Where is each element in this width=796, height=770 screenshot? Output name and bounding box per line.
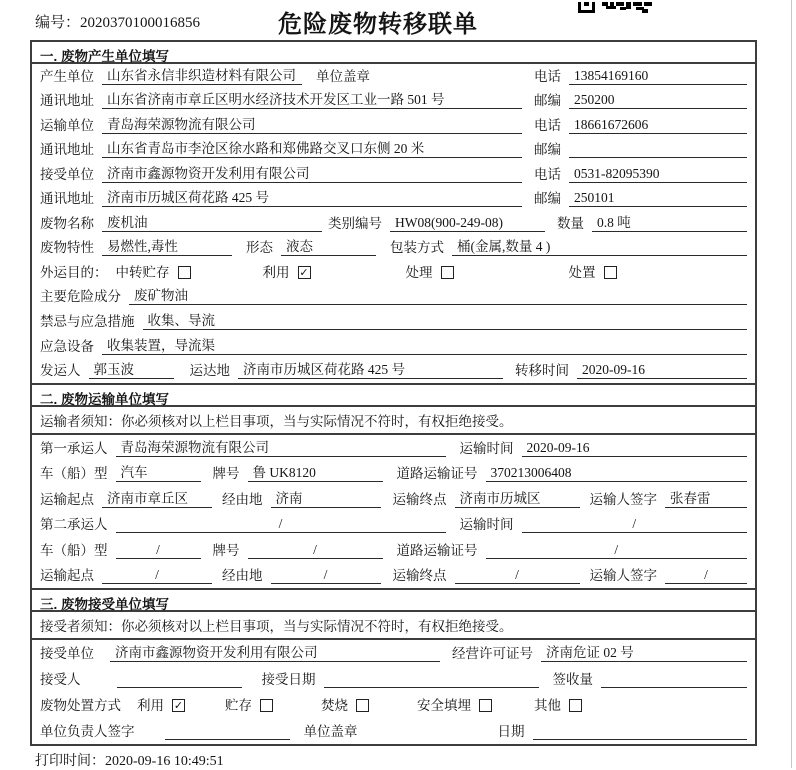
producer-unit-label: 产生单位 [40,68,94,84]
waste-quantity-label: 数量 [557,215,584,231]
receiver-phone-label: 电话 [534,166,561,182]
origin2-value: / [102,567,212,584]
form-row [32,666,755,692]
carrier2-value: / [116,516,446,533]
form-row [32,359,755,384]
packaging-value: 桶(金属,数量 4 ) [452,235,747,256]
waste-characteristics-label: 废物特性 [40,240,94,256]
form-row [32,260,755,285]
carrier1-value: 青岛海荣源物流有限公司 [116,436,446,457]
main-hazard-value: 废矿物油 [129,284,747,305]
producer-postal-label: 邮编 [534,93,561,109]
destination-label: 运达地 [189,363,230,379]
receiver-postal-value: 250101 [569,190,747,207]
transporter-unit-label: 运输单位 [40,117,94,133]
received-qty-value [601,671,747,688]
carrier-sign2-label: 运输人签字 [589,568,657,584]
manager-sign-label: 单位负责人签字 [40,724,135,740]
waste-name-label: 废物名称 [40,215,94,231]
checkbox-utilize: ✓ [299,265,309,279]
waste-form-label: 形态 [246,240,273,256]
road-permit2-value: / [486,542,748,559]
checkbox-disposal-other [569,699,582,712]
form-row [32,334,755,359]
form-row [32,435,755,461]
checkbox-disposal-incinerate [356,699,369,712]
document-number-label: 编号： [35,15,81,31]
receiver-phone-value: 0531-82095390 [569,166,747,183]
receive-sign-date-label: 日期 [497,724,525,740]
consignor-value: 郭玉波 [89,358,174,379]
producer-postal-value: 250200 [569,92,747,109]
transporter-phone-value: 18661672606 [569,117,747,134]
endpoint2-label: 运输终点 [392,568,447,584]
qr-code-fragment [578,0,652,11]
disposal-method-label: 废物处置方式 [40,698,121,714]
checkbox-dispose [604,266,617,279]
document-number-value: 2020370100016856 [80,15,201,31]
carrier-sign1-label: 运输人签字 [589,491,657,507]
via1-label: 经由地 [222,491,263,507]
carrier2-label: 第二承运人 [40,517,108,533]
vehicle-type1-label: 车（船）型 [40,466,108,482]
form-row [32,64,755,89]
section-3-notice [32,612,755,640]
vehicle-type2-value: / [116,542,201,559]
transporter-phone-label: 电话 [534,117,561,133]
form-row [32,309,755,334]
carrier-sign1-value: 张春雷 [665,487,747,508]
page-edge-line [791,0,792,768]
checkbox-disposal-store [260,699,273,712]
origin1-label: 运输起点 [40,491,94,507]
receive-unit-label: 接受单位 [40,646,94,662]
manifest-form [30,40,757,746]
waste-name-value: 废机油 [102,211,322,232]
page-title: 危险废物转移联单 [278,11,478,38]
form-row [32,692,755,718]
via2-label: 经由地 [222,568,263,584]
checkbox-disposal-landfill [479,699,492,712]
disposal-other-label: 其他 [534,698,561,714]
section-2-heading: 二. 废物运输单位填写 [32,385,755,407]
form-row [32,285,755,310]
disposal-landfill-label: 安全填埋 [417,698,471,714]
producer-phone-value: 13854169160 [569,68,747,85]
purpose-transfer-storage-label: 中转贮存 [115,264,170,280]
purpose-utilize-label: 利用 [262,264,290,280]
transfer-purpose-label: 外运目的： [40,264,108,280]
carrier-sign2-value: / [665,567,747,584]
form-row [32,89,755,114]
receive-sign-date-value [533,723,748,740]
receiver-person-value [117,671,242,688]
vehicle-type2-label: 车（船）型 [40,542,108,558]
form-row [32,236,755,261]
manager-sign-value [165,723,290,740]
print-time-label: 打印时间： [35,754,105,769]
form-row [32,461,755,487]
section-2-notice [32,407,755,435]
origin1-value: 济南市章丘区 [102,487,212,508]
print-time-value: 2020-09-16 10:49:51 [105,754,224,769]
endpoint1-value: 济南市历城区 [455,487,580,508]
producer-address-label: 通讯地址 [40,93,94,109]
section-1 [32,42,755,383]
section-3-heading: 三. 废物接受单位填写 [32,590,755,612]
main-hazard-label: 主要危险成分 [40,289,121,305]
received-qty-label: 签收量 [552,672,593,688]
print-time [35,750,224,770]
waste-category-value: HW08(900-249-08) [390,215,545,232]
form-row [32,486,755,512]
purpose-treat-label: 处理 [405,264,433,280]
consignor-label: 发运人 [40,363,81,379]
transport-date1-label: 运输时间 [459,440,514,456]
notice-text: 运输者须知：你必须核对以上栏目事项，当与实际情况不符时，有权拒绝接受。 [40,414,513,430]
receiver-person-label: 接受人 [40,672,81,688]
receive-unit-value: 济南市鑫源物资开发利用有限公司 [110,641,440,662]
form-row [32,640,755,666]
road-permit1-label: 道路运输证号 [396,466,478,482]
checkbox-disposal-utilize: ✓ [173,699,184,713]
section-3 [32,588,755,744]
form-row [32,162,755,187]
transporter-postal-value [569,141,747,158]
packaging-label: 包装方式 [390,240,444,256]
license-no-value: 济南危证 02 号 [541,641,747,662]
form-row [32,537,755,563]
producer-phone-label: 电话 [534,68,561,84]
transporter-unit-value: 青岛海荣源物流有限公司 [102,113,522,134]
plate-no1-value: 鲁 UK8120 [248,461,383,482]
producer-address-value: 山东省济南市章丘区明水经济技术开发区工业一路 501 号 [102,88,522,109]
disposal-incinerate-label: 焚烧 [321,698,348,714]
notice-text: 接受者须知：你必须核对以上栏目事项，当与实际情况不符时，有权拒绝接受。 [40,619,513,635]
emergency-measures-value: 收集、导流 [143,309,748,330]
transfer-date-label: 转移时间 [515,363,569,379]
transporter-postal-label: 邮编 [534,142,561,158]
plate-no2-value: / [248,542,383,559]
form-row [32,718,755,744]
form-row [32,211,755,236]
carrier1-label: 第一承运人 [40,440,108,456]
checkbox-treat [441,266,454,279]
form-row [32,563,755,589]
purpose-dispose-label: 处置 [568,264,596,280]
waste-quantity-value: 0.8 吨 [592,211,747,232]
transport-date1-value: 2020-09-16 [522,440,748,457]
transport-date2-label: 运输时间 [459,517,514,533]
via1-value: 济南 [271,487,381,508]
transporter-address-label: 通讯地址 [40,142,94,158]
transport-date2-value: / [522,516,748,533]
road-permit2-label: 道路运输证号 [396,542,478,558]
origin2-label: 运输起点 [40,568,94,584]
unit-seal-label: 单位盖章 [316,68,370,84]
form-row [32,113,755,138]
plate-no2-label: 牌号 [212,542,240,558]
endpoint1-label: 运输终点 [392,491,447,507]
receiver-address-label: 通讯地址 [40,191,94,207]
receiver-address-value: 济南市历城区荷花路 425 号 [102,186,522,207]
waste-characteristics-value: 易燃性,毒性 [102,235,232,256]
receiver-postal-label: 邮编 [534,191,561,207]
emergency-equipment-value: 收集装置，导流渠 [102,334,747,355]
waste-category-label: 类别编号 [328,215,382,231]
plate-no1-label: 牌号 [212,466,240,482]
checkbox-transfer-storage [178,266,191,279]
form-row [32,138,755,163]
transporter-address-value: 山东省青岛市李沧区徐水路和郑佛路交叉口东侧 20 米 [102,137,522,158]
road-permit1-value: 370213006408 [486,465,748,482]
receiver-unit-value: 济南市鑫源物资开发利用有限公司 [102,162,522,183]
receive-date-value [324,671,539,688]
receiver-seal-label: 单位盖章 [303,724,358,740]
transfer-date-value: 2020-09-16 [577,362,747,379]
endpoint2-value: / [455,567,580,584]
via2-value: / [271,567,381,584]
producer-unit-value: 山东省永信非织造材料有限公司 [102,64,302,85]
section-1-heading: 一. 废物产生单位填写 [32,42,755,64]
disposal-utilize-label: 利用 [137,698,164,714]
vehicle-type1-value: 汽车 [116,461,201,482]
form-row [32,512,755,538]
disposal-store-label: 贮存 [225,698,252,714]
emergency-equipment-label: 应急设备 [40,338,94,354]
receiver-unit-label: 接受单位 [40,166,94,182]
emergency-measures-label: 禁忌与应急措施 [40,314,135,330]
destination-value: 济南市历城区荷花路 425 号 [238,358,503,379]
section-2 [32,383,755,588]
form-row [32,187,755,212]
license-no-label: 经营许可证号 [452,646,533,662]
receive-date-label: 接受日期 [261,672,316,688]
waste-form-value: 液态 [281,235,376,256]
